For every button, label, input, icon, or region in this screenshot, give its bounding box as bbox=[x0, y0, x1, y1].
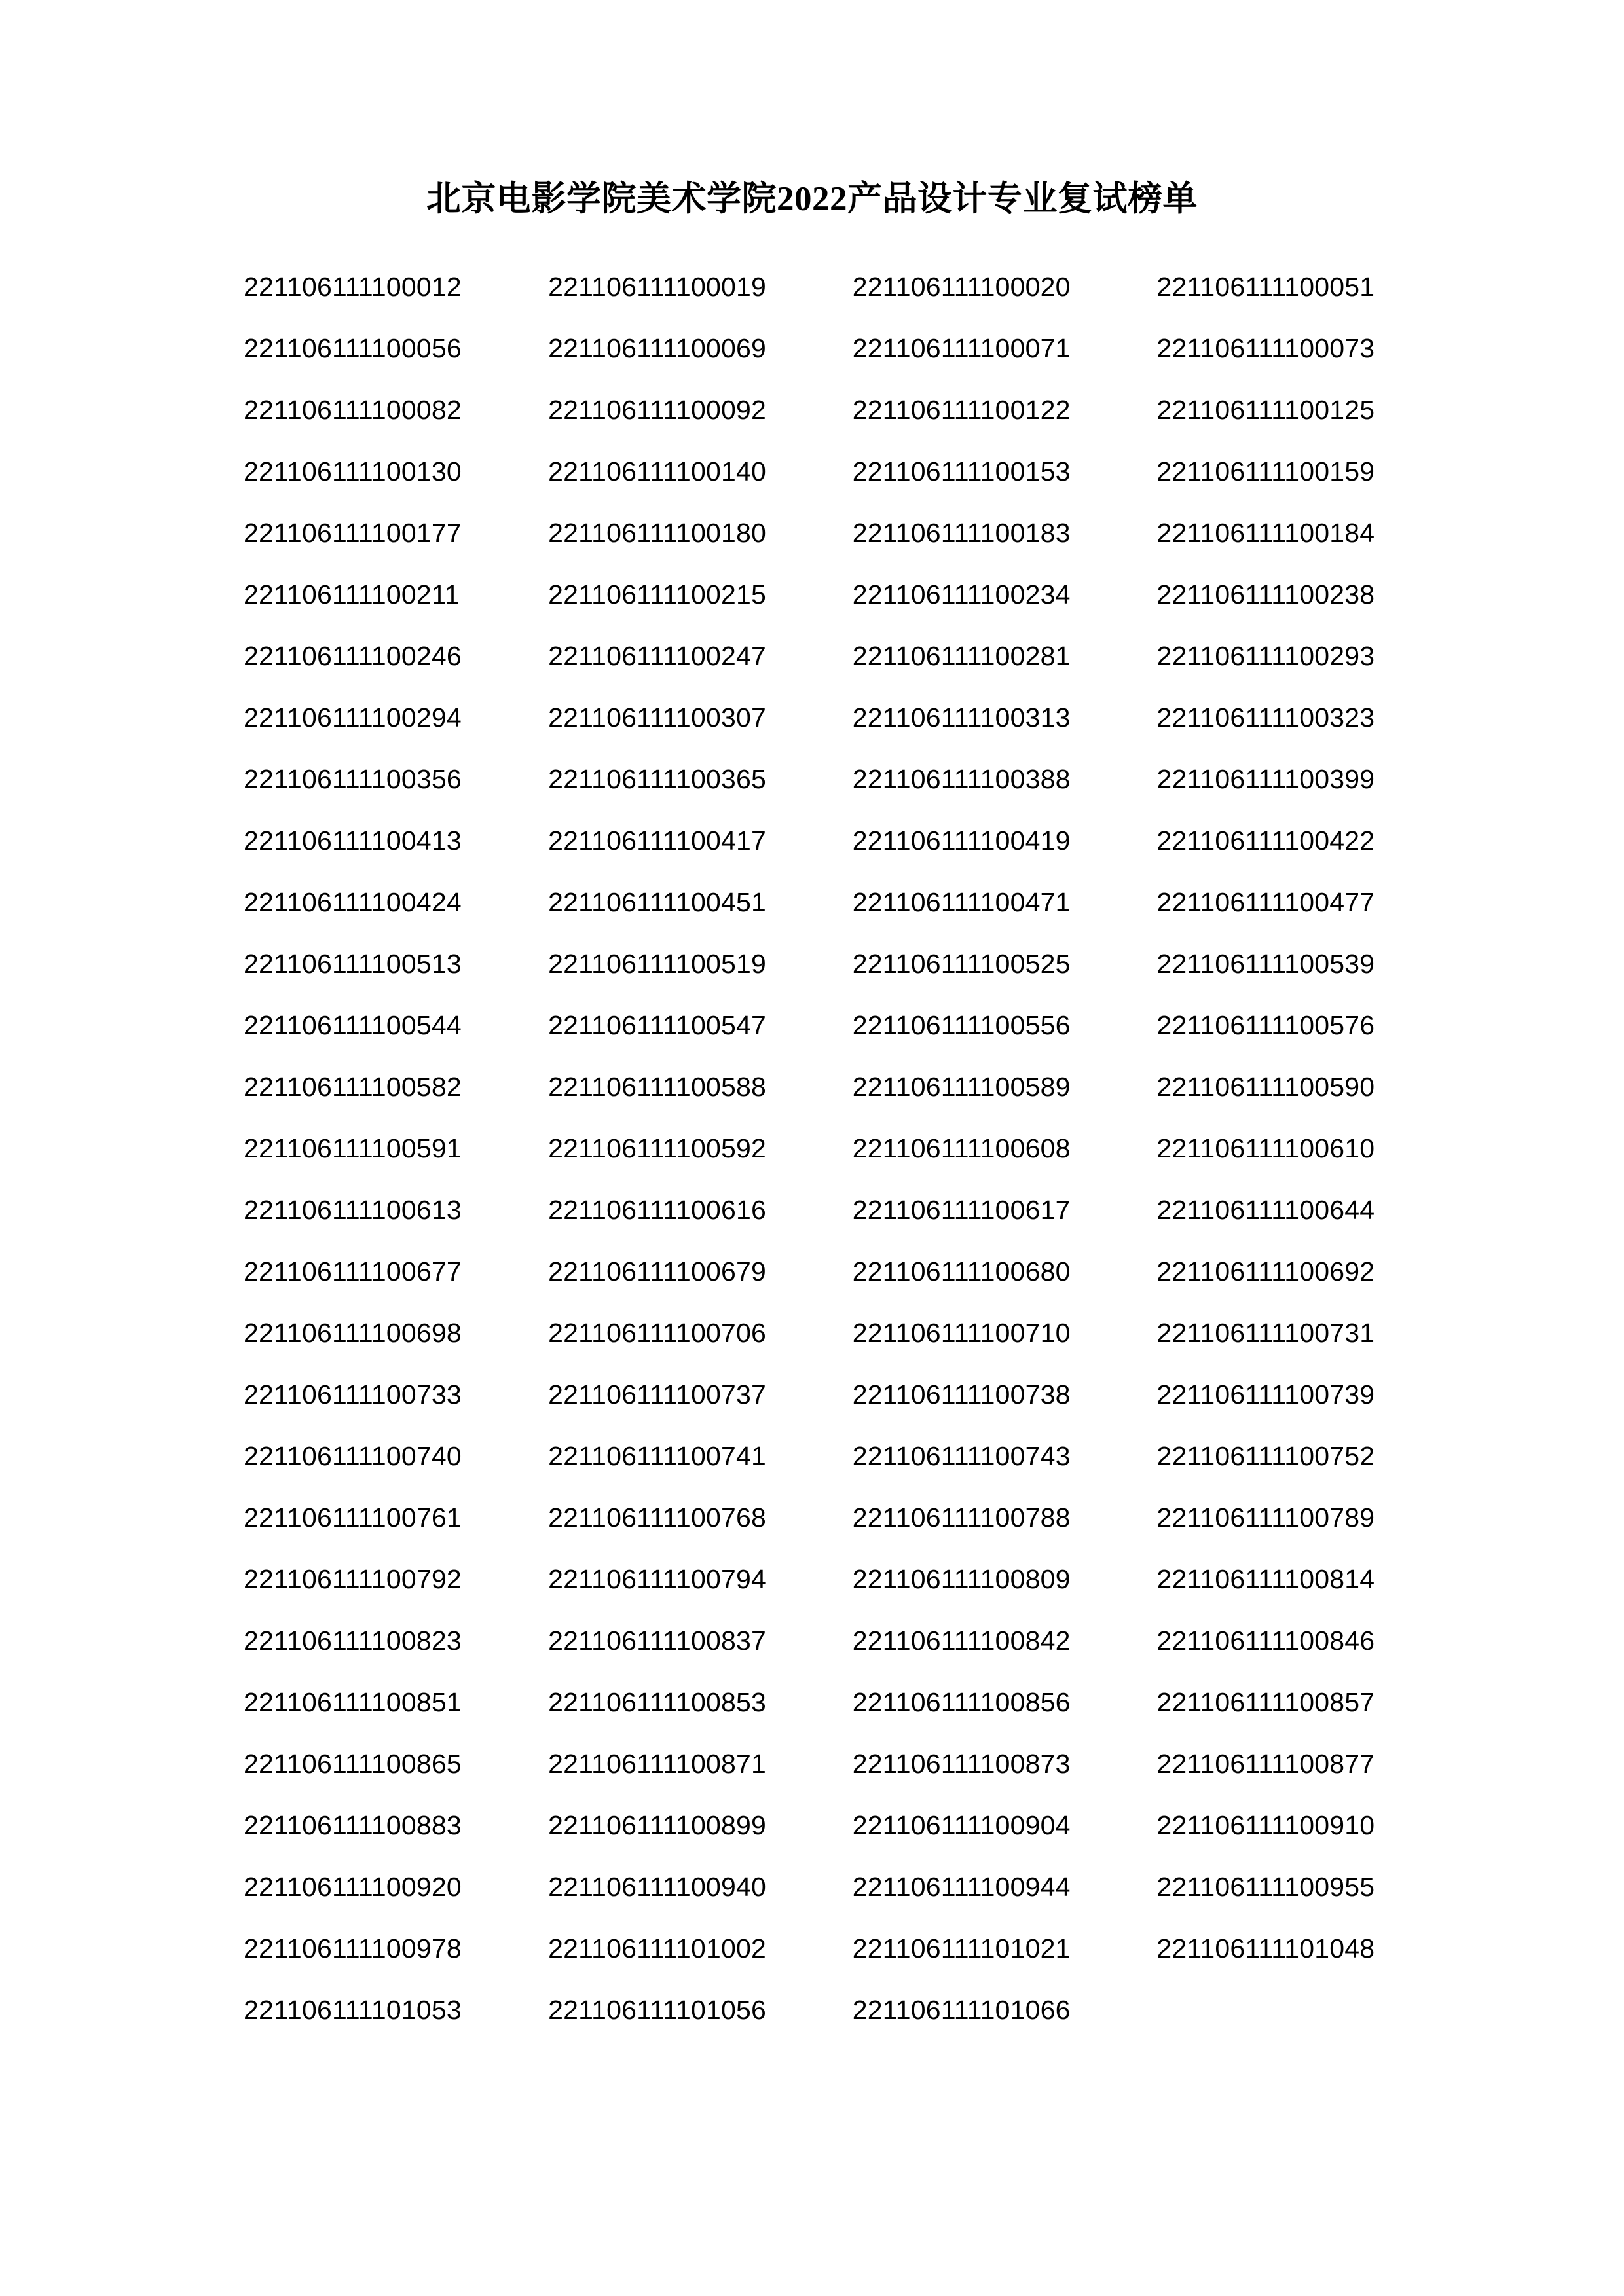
candidate-id-cell: 221106111100733 bbox=[244, 1379, 462, 1410]
candidate-id-cell: 221106111100910 bbox=[1156, 1810, 1375, 1840]
candidate-id-cell: 221106111101002 bbox=[548, 1933, 767, 1963]
candidate-id-cell: 221106111100365 bbox=[548, 763, 767, 794]
candidate-id-cell: 221106111100955 bbox=[1156, 1871, 1375, 1902]
candidate-id-cell: 221106111100399 bbox=[1156, 763, 1375, 794]
candidate-id-cell-empty bbox=[1125, 1979, 1408, 2041]
candidate-id-cell: 221106111100073 bbox=[1156, 333, 1375, 363]
candidate-id-cell: 221106111100177 bbox=[244, 517, 462, 548]
table-row bbox=[216, 1302, 1408, 1364]
table-row bbox=[216, 379, 1408, 441]
candidate-id-cell: 221106111100019 bbox=[548, 271, 767, 302]
candidate-id-cell: 221106111100082 bbox=[244, 394, 462, 425]
candidate-id-cell: 221106111100417 bbox=[548, 825, 767, 856]
candidate-id-cell: 221106111100899 bbox=[548, 1810, 767, 1840]
table-row bbox=[216, 318, 1408, 379]
candidate-id-cell: 221106111100307 bbox=[548, 702, 767, 733]
candidate-id-cell: 221106111100741 bbox=[548, 1440, 767, 1471]
candidate-id-cell: 221106111100940 bbox=[548, 1871, 767, 1902]
candidate-id-cell: 221106111100388 bbox=[852, 763, 1071, 794]
table-row bbox=[216, 871, 1408, 933]
candidate-id-cell: 221106111100130 bbox=[244, 456, 462, 486]
candidate-id-cell: 221106111100159 bbox=[1156, 456, 1375, 486]
table-row bbox=[216, 1118, 1408, 1179]
candidate-id-cell: 221106111100323 bbox=[1156, 702, 1375, 733]
candidate-id-cell: 221106111100294 bbox=[244, 702, 462, 733]
candidate-id-cell: 221106111100422 bbox=[1156, 825, 1375, 856]
candidate-id-cell: 221106111101056 bbox=[548, 1994, 767, 2025]
candidate-id-cell: 221106111100582 bbox=[244, 1071, 462, 1102]
candidate-id-cell: 221106111100823 bbox=[244, 1625, 462, 1656]
candidate-id-cell: 221106111100125 bbox=[1156, 394, 1375, 425]
candidate-id-cell: 221106111100293 bbox=[1156, 640, 1375, 671]
candidate-id-cell: 221106111100789 bbox=[1156, 1502, 1375, 1533]
candidate-id-table bbox=[216, 256, 1408, 2041]
candidate-id-cell: 221106111100944 bbox=[852, 1871, 1071, 1902]
candidate-id-cell: 221106111100471 bbox=[852, 886, 1071, 917]
candidate-id-cell: 221106111100012 bbox=[244, 271, 462, 302]
candidate-id-cell: 221106111100692 bbox=[1156, 1256, 1375, 1286]
table-row bbox=[216, 564, 1408, 625]
candidate-id-cell: 221106111100477 bbox=[1156, 886, 1375, 917]
candidate-id-cell: 221106111100871 bbox=[548, 1748, 767, 1779]
candidate-id-cell: 221106111100837 bbox=[548, 1625, 767, 1656]
table-row bbox=[216, 994, 1408, 1056]
table-row bbox=[216, 1856, 1408, 1918]
candidate-id-cell: 221106111100184 bbox=[1156, 517, 1375, 548]
candidate-id-cell: 221106111100761 bbox=[244, 1502, 462, 1533]
candidate-id-cell: 221106111100978 bbox=[244, 1933, 462, 1963]
candidate-id-cell: 221106111100247 bbox=[548, 640, 767, 671]
candidate-id-cell: 221106111100539 bbox=[1156, 948, 1375, 979]
candidate-id-cell: 221106111100680 bbox=[852, 1256, 1071, 1286]
candidate-id-cell: 221106111100677 bbox=[244, 1256, 462, 1286]
candidate-id-cell: 221106111100215 bbox=[548, 579, 767, 610]
candidate-id-cell: 221106111100153 bbox=[852, 456, 1071, 486]
candidate-id-cell: 221106111100853 bbox=[548, 1686, 767, 1717]
candidate-id-cell: 221106111101066 bbox=[852, 1994, 1071, 2025]
candidate-id-cell: 221106111100740 bbox=[244, 1440, 462, 1471]
candidate-id-cell: 221106111100590 bbox=[1156, 1071, 1375, 1102]
candidate-id-cell: 221106111101048 bbox=[1156, 1933, 1375, 1963]
candidate-id-cell: 221106111100588 bbox=[548, 1071, 767, 1102]
candidate-id-cell: 221106111100616 bbox=[548, 1194, 767, 1225]
candidate-id-cell: 221106111100788 bbox=[852, 1502, 1071, 1533]
table-row bbox=[216, 256, 1408, 318]
candidate-id-cell: 221106111100851 bbox=[244, 1686, 462, 1717]
candidate-id-cell: 221106111100451 bbox=[548, 886, 767, 917]
candidate-id-cell: 221106111100731 bbox=[1156, 1317, 1375, 1348]
table-row bbox=[216, 933, 1408, 994]
table-row bbox=[216, 1733, 1408, 1795]
candidate-id-cell: 221106111100706 bbox=[548, 1317, 767, 1348]
candidate-id-cell: 221106111100051 bbox=[1156, 271, 1375, 302]
candidate-id-cell: 221106111100056 bbox=[244, 333, 462, 363]
candidate-id-cell: 221106111100424 bbox=[244, 886, 462, 917]
candidate-id-cell: 221106111100857 bbox=[1156, 1686, 1375, 1717]
candidate-id-cell: 221106111100743 bbox=[852, 1440, 1071, 1471]
table-row bbox=[216, 810, 1408, 871]
candidate-id-cell: 221106111100739 bbox=[1156, 1379, 1375, 1410]
candidate-id-cell: 221106111100183 bbox=[852, 517, 1071, 548]
candidate-id-cell: 221106111100883 bbox=[244, 1810, 462, 1840]
candidate-id-cell: 221106111100313 bbox=[852, 702, 1071, 733]
candidate-id-cell: 221106111100794 bbox=[548, 1563, 767, 1594]
candidate-id-cell: 221106111100589 bbox=[852, 1071, 1071, 1102]
candidate-id-cell: 221106111100419 bbox=[852, 825, 1071, 856]
candidate-id-cell: 221106111100856 bbox=[852, 1686, 1071, 1717]
table-row bbox=[216, 1671, 1408, 1733]
candidate-id-cell: 221106111100211 bbox=[244, 579, 460, 610]
candidate-id-cell: 221106111100877 bbox=[1156, 1748, 1375, 1779]
candidate-id-table-body bbox=[216, 256, 1408, 2041]
candidate-id-cell: 221106111100556 bbox=[852, 1010, 1071, 1040]
page-title: 北京电影学院美术学院2022产品设计专业复试榜单 bbox=[426, 180, 1198, 218]
candidate-id-cell: 221106111100814 bbox=[1156, 1563, 1375, 1594]
candidate-id-cell: 221106111100768 bbox=[548, 1502, 767, 1533]
candidate-id-cell: 221106111100737 bbox=[548, 1379, 767, 1410]
candidate-id-cell: 221106111100544 bbox=[244, 1010, 462, 1040]
candidate-id-cell: 221106111100809 bbox=[852, 1563, 1071, 1594]
table-row bbox=[216, 687, 1408, 748]
table-row bbox=[216, 1548, 1408, 1610]
candidate-id-cell: 221106111100576 bbox=[1156, 1010, 1375, 1040]
candidate-id-cell: 221106111100069 bbox=[548, 333, 767, 363]
candidate-id-cell: 221106111100525 bbox=[852, 948, 1071, 979]
candidate-id-cell: 221106111100071 bbox=[852, 333, 1071, 363]
candidate-id-cell: 221106111100842 bbox=[852, 1625, 1071, 1656]
candidate-id-cell: 221106111100592 bbox=[548, 1133, 767, 1163]
candidate-id-cell: 221106111100608 bbox=[852, 1133, 1071, 1163]
table-row bbox=[216, 1610, 1408, 1671]
candidate-id-cell: 221106111100752 bbox=[1156, 1440, 1375, 1471]
candidate-id-cell: 221106111101021 bbox=[852, 1933, 1071, 1963]
candidate-id-cell: 221106111100122 bbox=[852, 394, 1071, 425]
table-row bbox=[216, 1241, 1408, 1302]
table-row bbox=[216, 1487, 1408, 1548]
table-row bbox=[216, 1918, 1408, 1979]
candidate-id-cell: 221106111100698 bbox=[244, 1317, 462, 1348]
candidate-id-cell: 221106111100547 bbox=[548, 1010, 767, 1040]
candidate-id-cell: 221106111100180 bbox=[548, 517, 767, 548]
table-row bbox=[216, 1364, 1408, 1425]
candidate-id-cell: 221106111100092 bbox=[548, 394, 767, 425]
candidate-id-cell: 221106111100020 bbox=[852, 271, 1071, 302]
table-row bbox=[216, 502, 1408, 564]
table-row bbox=[216, 1979, 1408, 2041]
candidate-id-cell: 221106111100904 bbox=[852, 1810, 1071, 1840]
candidate-id-cell: 221106111100613 bbox=[244, 1194, 462, 1225]
candidate-id-cell: 221106111101053 bbox=[244, 1994, 462, 2025]
candidate-id-cell: 221106111100413 bbox=[244, 825, 462, 856]
table-row bbox=[216, 1056, 1408, 1118]
candidate-id-cell: 221106111100281 bbox=[852, 640, 1071, 671]
candidate-id-cell: 221106111100238 bbox=[1156, 579, 1375, 610]
candidate-id-cell: 221106111100873 bbox=[852, 1748, 1071, 1779]
candidate-id-cell: 221106111100513 bbox=[244, 948, 462, 979]
table-row bbox=[216, 748, 1408, 810]
candidate-id-cell: 221106111100792 bbox=[244, 1563, 462, 1594]
candidate-id-cell: 221106111100679 bbox=[548, 1256, 767, 1286]
table-row bbox=[216, 1425, 1408, 1487]
candidate-id-cell: 221106111100617 bbox=[852, 1194, 1071, 1225]
candidate-id-cell: 221106111100610 bbox=[1156, 1133, 1375, 1163]
candidate-id-cell: 221106111100920 bbox=[244, 1871, 462, 1902]
table-row bbox=[216, 1795, 1408, 1856]
candidate-id-cell: 221106111100865 bbox=[244, 1748, 462, 1779]
candidate-id-cell: 221106111100846 bbox=[1156, 1625, 1375, 1656]
candidate-id-cell: 221106111100644 bbox=[1156, 1194, 1375, 1225]
candidate-id-cell: 221106111100591 bbox=[244, 1133, 462, 1163]
candidate-id-cell: 221106111100356 bbox=[244, 763, 462, 794]
candidate-id-cell: 221106111100246 bbox=[244, 640, 462, 671]
table-row bbox=[216, 625, 1408, 687]
candidate-id-cell: 221106111100234 bbox=[852, 579, 1071, 610]
candidate-id-cell: 221106111100519 bbox=[548, 948, 767, 979]
table-row bbox=[216, 1179, 1408, 1241]
candidate-id-cell: 221106111100710 bbox=[852, 1317, 1071, 1348]
candidate-id-cell: 221106111100738 bbox=[852, 1379, 1071, 1410]
candidate-id-cell: 221106111100140 bbox=[548, 456, 767, 486]
table-row bbox=[216, 441, 1408, 502]
